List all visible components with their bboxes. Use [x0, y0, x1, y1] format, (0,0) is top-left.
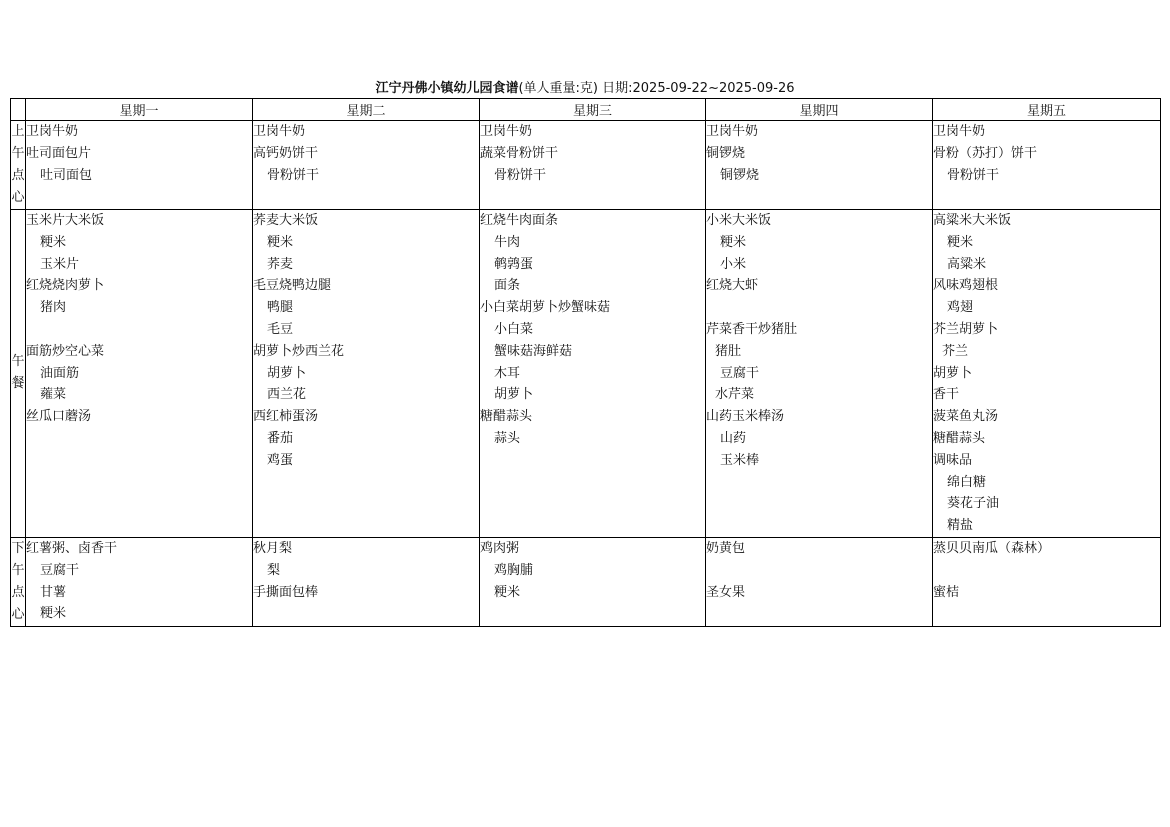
- day-header: 星期四: [706, 99, 933, 121]
- dish-name: 手撕面包棒: [253, 584, 319, 600]
- menu-cell: [480, 121, 706, 210]
- ingredient: 吐司面包: [40, 167, 93, 183]
- ingredient: 木耳: [494, 365, 521, 381]
- dish-name: 香干: [933, 387, 960, 403]
- dish-name: 红烧大虾: [706, 278, 759, 294]
- menu-cell: [480, 210, 706, 538]
- dish-name: 毛豆烧鸭边腿: [253, 278, 332, 294]
- ingredient: 鸡胸脯: [494, 562, 534, 578]
- ingredient: 玉米棒: [720, 452, 760, 468]
- ingredient: 猪肚: [715, 343, 742, 359]
- dish-name: 糖醋蒜头: [933, 430, 986, 446]
- meal-label: 下 午 点 心: [11, 537, 26, 626]
- dish-name: 卫岗牛奶: [933, 124, 986, 139]
- dish-name: 丝瓜口蘑汤: [26, 409, 92, 425]
- title-date-range: (单人重量:克) 日期:2025-09-22~2025-09-26: [518, 81, 795, 96]
- dish-name: 山药玉米棒汤: [706, 409, 785, 425]
- menu-cell: [253, 121, 480, 210]
- menu-cell: [253, 537, 480, 626]
- dish-name: 菠菜鱼丸汤: [933, 409, 999, 425]
- ingredient: 粳米: [267, 234, 294, 250]
- dish-name: 红烧烧肉萝卜: [26, 278, 105, 294]
- dish-name: 调味品: [933, 452, 973, 468]
- menu-cell: [26, 210, 253, 538]
- ingredient: 玉米片: [40, 256, 80, 272]
- ingredient: 绵白糖: [947, 474, 987, 490]
- dish-name: 芹菜香干炒猪肚: [706, 321, 798, 337]
- dish-name: 红烧牛肉面条: [480, 213, 559, 228]
- dish-name: [706, 560, 932, 582]
- ingredient: 水芹菜: [715, 387, 755, 403]
- ingredient: 油面筋: [40, 365, 80, 381]
- dish-name: 骨粉（苏打）饼干: [933, 145, 1038, 161]
- day-header: 星期二: [253, 99, 480, 121]
- ingredient: 粳米: [947, 234, 974, 250]
- dish-name: [26, 319, 252, 341]
- dish-name: 胡萝卜: [933, 365, 973, 381]
- dish-name: 芥兰胡萝卜: [933, 321, 999, 337]
- ingredient: 鹌鹑蛋: [494, 256, 534, 272]
- ingredient: 胡萝卜: [494, 387, 534, 403]
- ingredient: 鸡翅: [947, 300, 974, 316]
- dish-name: 小米大米饭: [706, 213, 772, 228]
- lunch-row: [11, 210, 1161, 538]
- dish-name: 卫岗牛奶: [480, 124, 533, 139]
- dish-name: 红薯粥、卤香干: [26, 540, 118, 556]
- dish-name: [933, 560, 1160, 582]
- ingredient: 骨粉饼干: [947, 167, 1000, 183]
- meal-label: 午 餐: [11, 210, 26, 538]
- ingredient: 蕹菜: [40, 387, 67, 403]
- ingredient: 鸭腿: [267, 300, 294, 316]
- ingredient: 粳米: [720, 234, 747, 250]
- dish-name: 蒸贝贝南瓜（森林）: [933, 540, 1051, 556]
- dish-name: 蜜桔: [933, 584, 960, 600]
- ingredient: 蟹味菇海鲜菇: [494, 343, 573, 359]
- ingredient: 豆腐干: [720, 365, 760, 381]
- dish-name: 吐司面包片: [26, 145, 92, 161]
- dish-name: 高粱米大米饭: [933, 213, 1012, 228]
- dish-name: 胡萝卜炒西兰花: [253, 343, 345, 359]
- morning-snack-row: [11, 121, 1161, 210]
- ingredient: 小米: [720, 256, 747, 272]
- dish-name: 荞麦大米饭: [253, 213, 319, 228]
- corner-cell: [11, 99, 26, 121]
- day-header: 星期三: [480, 99, 706, 121]
- ingredient: 芥兰: [942, 343, 969, 359]
- menu-cell: [933, 210, 1161, 538]
- dish-name: 铜锣烧: [706, 145, 746, 161]
- dish-name: 圣女果: [706, 584, 746, 600]
- weekly-menu-table: [10, 98, 1161, 627]
- ingredient: 胡萝卜: [267, 365, 307, 381]
- ingredient: 铜锣烧: [720, 167, 760, 183]
- dish-name: 风味鸡翅根: [933, 278, 999, 294]
- menu-cell: [253, 210, 480, 538]
- ingredient: 鸡蛋: [267, 452, 294, 468]
- ingredient: 葵花子油: [947, 496, 1000, 512]
- menu-cell: [480, 537, 706, 626]
- afternoon-snack-row: [11, 537, 1161, 626]
- ingredient: 荞麦: [267, 256, 294, 272]
- dish-name: 卫岗牛奶: [26, 124, 79, 139]
- dish-name: 面筋炒空心菜: [26, 343, 105, 359]
- ingredient: 蒜头: [494, 430, 521, 446]
- ingredient: 面条: [494, 278, 521, 294]
- menu-cell: [26, 121, 253, 210]
- menu-cell: [933, 121, 1161, 210]
- dish-name: 高钙奶饼干: [253, 145, 319, 161]
- ingredient: 骨粉饼干: [267, 167, 320, 183]
- ingredient: 猪肉: [40, 300, 67, 316]
- dish-name: 西红柿蛋汤: [253, 409, 319, 425]
- dish-name: 卫岗牛奶: [706, 124, 759, 139]
- ingredient: 粳米: [40, 234, 67, 250]
- dish-name: 玉米片大米饭: [26, 213, 105, 228]
- ingredient: 骨粉饼干: [494, 167, 547, 183]
- menu-title: [0, 81, 1170, 97]
- meal-label: 上 午 点 心: [11, 121, 26, 210]
- dish-name: 卫岗牛奶: [253, 124, 306, 139]
- ingredient: 精盐: [947, 518, 974, 534]
- ingredient: 毛豆: [267, 321, 294, 337]
- menu-cell: [933, 537, 1161, 626]
- ingredient: 梨: [267, 562, 281, 578]
- dish-name: [706, 297, 932, 319]
- dish-name: 小白菜胡萝卜炒蟹味菇: [480, 300, 611, 316]
- day-header: 星期五: [933, 99, 1161, 121]
- header-row: [11, 99, 1161, 121]
- school-name: 江宁丹佛小镇幼儿园食谱: [375, 81, 519, 96]
- menu-cell: [706, 121, 933, 210]
- ingredient: 牛肉: [494, 234, 521, 250]
- day-header: 星期一: [26, 99, 253, 121]
- dish-name: 秋月梨: [253, 540, 293, 556]
- dish-name: 蔬菜骨粉饼干: [480, 145, 559, 161]
- ingredient: 山药: [720, 430, 747, 446]
- ingredient: 粳米: [494, 584, 521, 600]
- dish-name: 糖醋蒜头: [480, 409, 533, 425]
- ingredient: 番茄: [267, 430, 294, 446]
- ingredient: 豆腐干: [40, 562, 80, 578]
- dish-name: 奶黄包: [706, 540, 746, 556]
- ingredient: 粳米: [40, 606, 67, 622]
- menu-cell: [26, 537, 253, 626]
- menu-cell: [706, 210, 933, 538]
- menu-cell: [706, 537, 933, 626]
- ingredient: 甘薯: [40, 584, 67, 600]
- dish-name: 鸡肉粥: [480, 540, 520, 556]
- ingredient: 西兰花: [267, 387, 307, 403]
- ingredient: 高粱米: [947, 256, 987, 272]
- ingredient: 小白菜: [494, 321, 534, 337]
